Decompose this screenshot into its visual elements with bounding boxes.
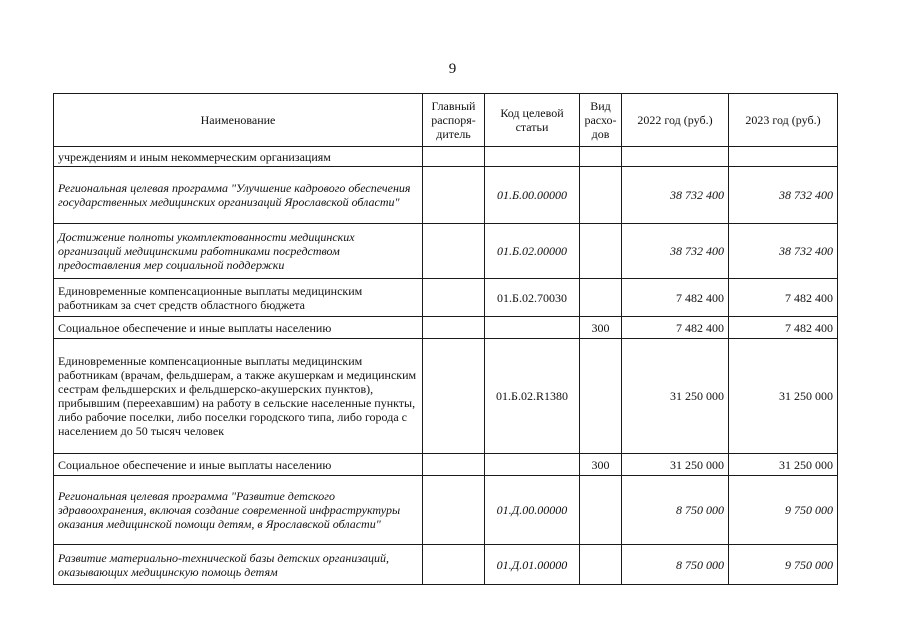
row-amount-2023: 9 750 000 — [729, 476, 838, 545]
row-expense-type: 300 — [580, 454, 622, 476]
row-manager — [423, 545, 485, 585]
row-manager — [423, 147, 485, 167]
row-amount-2022 — [622, 147, 729, 167]
row-amount-2023: 38 732 400 — [729, 167, 838, 224]
row-amount-2022: 31 250 000 — [622, 454, 729, 476]
table-row — [54, 454, 838, 476]
row-amount-2022: 8 750 000 — [622, 476, 729, 545]
row-amount-2023: 7 482 400 — [729, 317, 838, 339]
table-row — [54, 224, 838, 279]
row-manager — [423, 279, 485, 317]
row-code — [485, 454, 580, 476]
row-code: 01.Д.01.00000 — [485, 545, 580, 585]
row-manager — [423, 476, 485, 545]
table-row — [54, 279, 838, 317]
header-code: Код целевой статьи — [485, 94, 580, 147]
header-name: Наименование — [54, 94, 423, 147]
row-name: учреждениям и иным некоммерческим организациям — [54, 147, 423, 167]
table-row — [54, 545, 838, 585]
row-expense-type — [580, 224, 622, 279]
row-expense-type — [580, 476, 622, 545]
row-amount-2022: 38 732 400 — [622, 224, 729, 279]
row-amount-2023: 9 750 000 — [729, 545, 838, 585]
row-amount-2023: 31 250 000 — [729, 454, 838, 476]
row-amount-2022: 8 750 000 — [622, 545, 729, 585]
table-row — [54, 317, 838, 339]
row-code: 01.Б.02.R1380 — [485, 339, 580, 454]
row-name: Региональная целевая программа "Улучшение кадрового обеспечения государственных медицинских организаций Ярославской области" — [54, 167, 423, 224]
row-amount-2022: 38 732 400 — [622, 167, 729, 224]
row-manager — [423, 454, 485, 476]
row-manager — [423, 224, 485, 279]
page-number: 9 — [448, 61, 457, 77]
row-amount-2023: 7 482 400 — [729, 279, 838, 317]
table-row — [54, 476, 838, 545]
header-2022: 2022 год (руб.) — [622, 94, 729, 147]
row-expense-type — [580, 545, 622, 585]
row-name: Социальное обеспечение и иные выплаты населению — [54, 317, 423, 339]
row-code: 01.Б.02.00000 — [485, 224, 580, 279]
row-name: Развитие материально-технической базы детских организаций, оказывающих медицинскую помощь детям — [54, 545, 423, 585]
row-name: Социальное обеспечение и иные выплаты населению — [54, 454, 423, 476]
table-row — [54, 147, 838, 167]
row-name: Региональная целевая программа "Развитие детского здравоохранения, включая создание современной инфраструктуры оказания медицинской помощи детям, в Ярославской области" — [54, 476, 423, 545]
row-manager — [423, 167, 485, 224]
header-2023: 2023 год (руб.) — [729, 94, 838, 147]
table-row — [54, 167, 838, 224]
row-amount-2023 — [729, 147, 838, 167]
row-amount-2022: 31 250 000 — [622, 339, 729, 454]
row-name: Единовременные компенсационные выплаты медицинским работникам за счет средств областного бюджета — [54, 279, 423, 317]
row-name: Единовременные компенсационные выплаты медицинским работникам (врачам, фельдшерам, а также акушеркам и медицинским сестрам фельдшерских и фельдшерско-акушерских пунктов), прибывшим (переехавшим) на работу в сельские населенные пункты, либо рабочие поселки, либо поселки городского типа, либо города с населением до 50 тысяч человек — [54, 339, 423, 454]
header-expense-type: Вид расхо-дов — [580, 94, 622, 147]
budget-table — [53, 93, 838, 585]
row-code: 01.Б.02.70030 — [485, 279, 580, 317]
row-code: 01.Б.00.00000 — [485, 167, 580, 224]
table-row — [54, 339, 838, 454]
row-name: Достижение полноты укомплектованности медицинских организаций медицинскими работниками посредством предоставления мер социальной поддержки — [54, 224, 423, 279]
row-amount-2023: 31 250 000 — [729, 339, 838, 454]
row-expense-type — [580, 167, 622, 224]
row-expense-type: 300 — [580, 317, 622, 339]
row-amount-2023: 38 732 400 — [729, 224, 838, 279]
row-manager — [423, 317, 485, 339]
table-header-row — [54, 94, 838, 147]
row-code — [485, 147, 580, 167]
row-code: 01.Д.00.00000 — [485, 476, 580, 545]
row-manager — [423, 339, 485, 454]
row-code — [485, 317, 580, 339]
row-expense-type — [580, 279, 622, 317]
row-expense-type — [580, 147, 622, 167]
row-amount-2022: 7 482 400 — [622, 317, 729, 339]
row-expense-type — [580, 339, 622, 454]
row-amount-2022: 7 482 400 — [622, 279, 729, 317]
header-manager: Главный распоря-дитель — [423, 94, 485, 147]
